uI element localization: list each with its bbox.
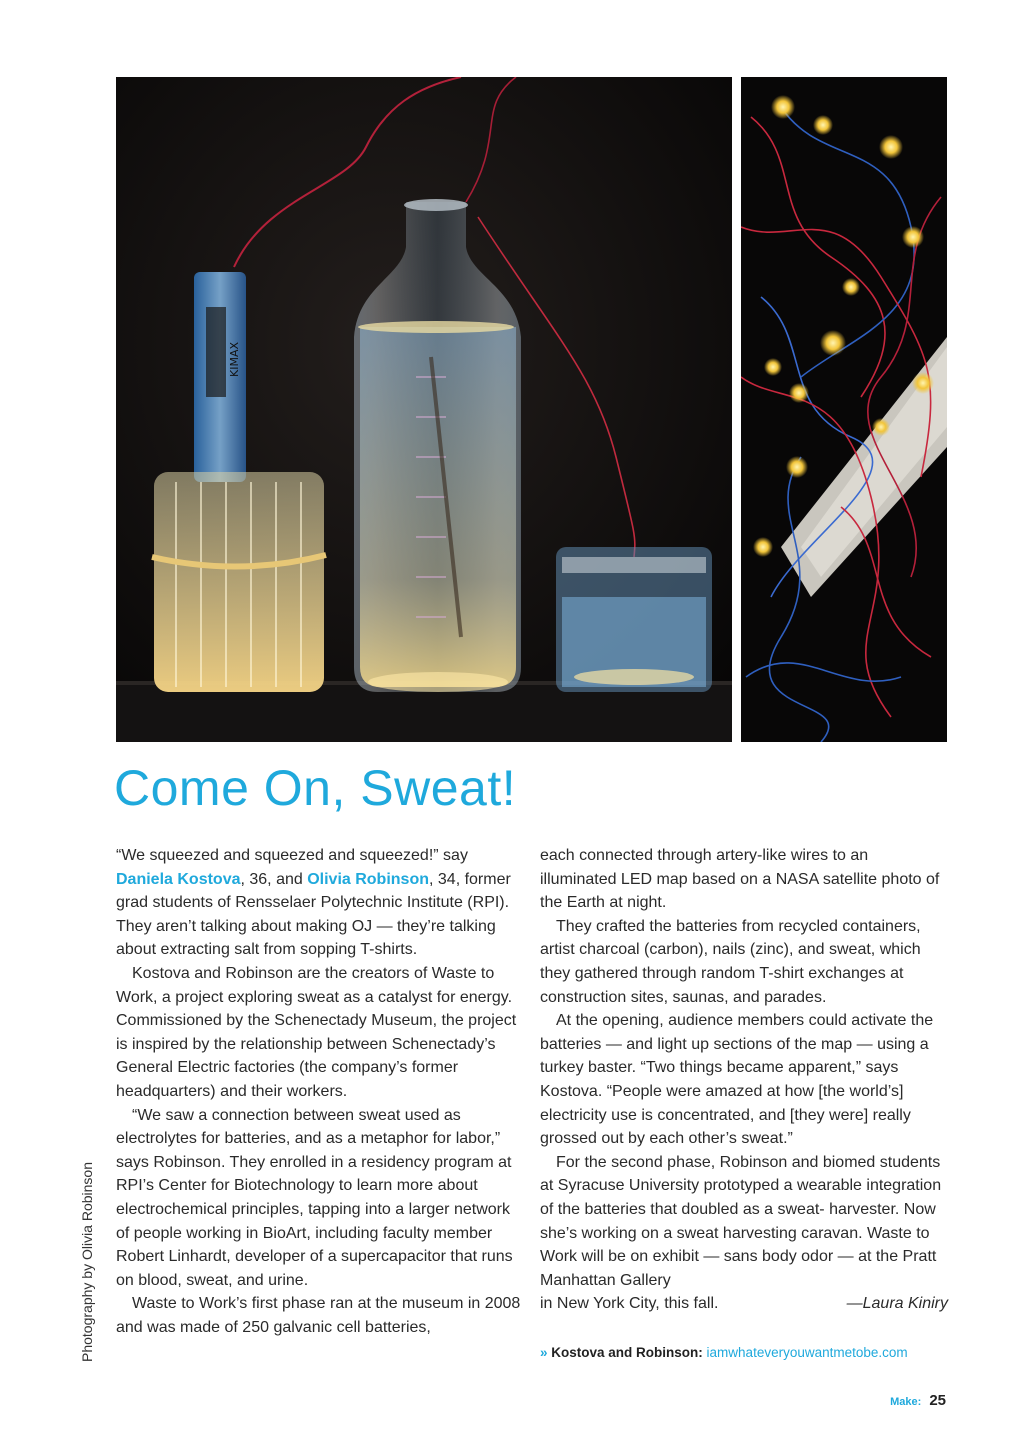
paragraph-7: At the opening, audience members could activate the batteries — and light up sections of the map — using a turkey baster. “Two things became apparent,” says Kostova. “People were amazed at how [the world’s] electricity use is concentrated, and [they were] really grossed out by each other’s sweat.” [540,1012,934,1148]
paragraph-4: Waste to Work’s first phase ran at the museum in 2008 and was made of 250 galvanic cell batteries, [116,1295,521,1336]
photo-credit: Photography by Olivia Robinson [79,1161,95,1362]
link-label: Kostova and Robinson: [551,1345,703,1360]
p1-mid: , 36, and [240,870,308,888]
website-link[interactable]: iamwhateveryouwantmetobe.com [706,1345,908,1360]
photo-battery-containers [116,77,732,742]
name-daniela-kostova: Daniela Kostova [116,870,241,888]
paragraph-5: each connected through artery-like wires to an illuminated LED map based on a NASA satellite photo of the Earth at night. [540,847,940,912]
article-column-left [116,844,526,1339]
closing-text: in New York City, this fall. [540,1295,719,1313]
related-link [540,1345,908,1360]
article-column-right [540,844,948,1316]
photo-led-map [741,77,947,742]
page-footer [890,1392,946,1410]
headline: Come On, Sweat! [114,760,517,816]
closing-line [540,1292,948,1316]
paragraph-3: “We saw a connection between sweat used as electrolytes for batteries, and as a metaphor for labor,” says Robinson. They enrolled in a residency program at RPI’s Center for Biotechnology to learn more about electrochemical principles, tapping into a larger network of people working in BioArt, including faculty member Robert Linhardt, developer of a supercapacitor that runs on blood, sweat, and urine. [116,1106,513,1289]
paragraph-6: They crafted the batteries from recycled containers, artist charcoal (carbon), nails (zinc), and sweat, which they gathered through random T-shirt exchanges at construction sites, saunas, and parades. [540,917,921,1006]
paragraph-2: Kostova and Robinson are the creators of Waste to Work, a project exploring sweat as a catalyst for energy. Commissioned by the Schenectady Museum, the project is inspired by the relationship between Schenectady’s General Electric factories (the company’s former headquarters) and their workers. [116,964,517,1100]
name-olivia-robinson: Olivia Robinson [307,870,429,888]
paragraph-8: For the second phase, Robinson and biomed students at Syracuse University prototyped a wearable integration of the batteries that doubled as a sweat- harvester. Now she’s working on a sweat harvesting caravan. Waste to Work will be on exhibit — sans body odor — at the Pratt Manhattan Gallery [540,1153,942,1289]
page-number: 25 [929,1392,946,1409]
paragraph-1 [116,844,526,962]
author-signature: —Laura Kiniry [846,1295,948,1313]
magazine-logo: Make: [890,1396,922,1408]
double-chevron-right-icon: » [540,1345,548,1360]
svg-text:KIMAX: KIMAX [228,341,241,377]
p1-start: “We squeezed and squeezed and squeezed!” say [116,847,468,864]
p1-end: , 34, former grad students of Rensselaer Polytechnic Institute (RPI). They aren’t talking about making OJ — they’re talking about extracting salt from sopping T-shirts. [116,870,511,959]
